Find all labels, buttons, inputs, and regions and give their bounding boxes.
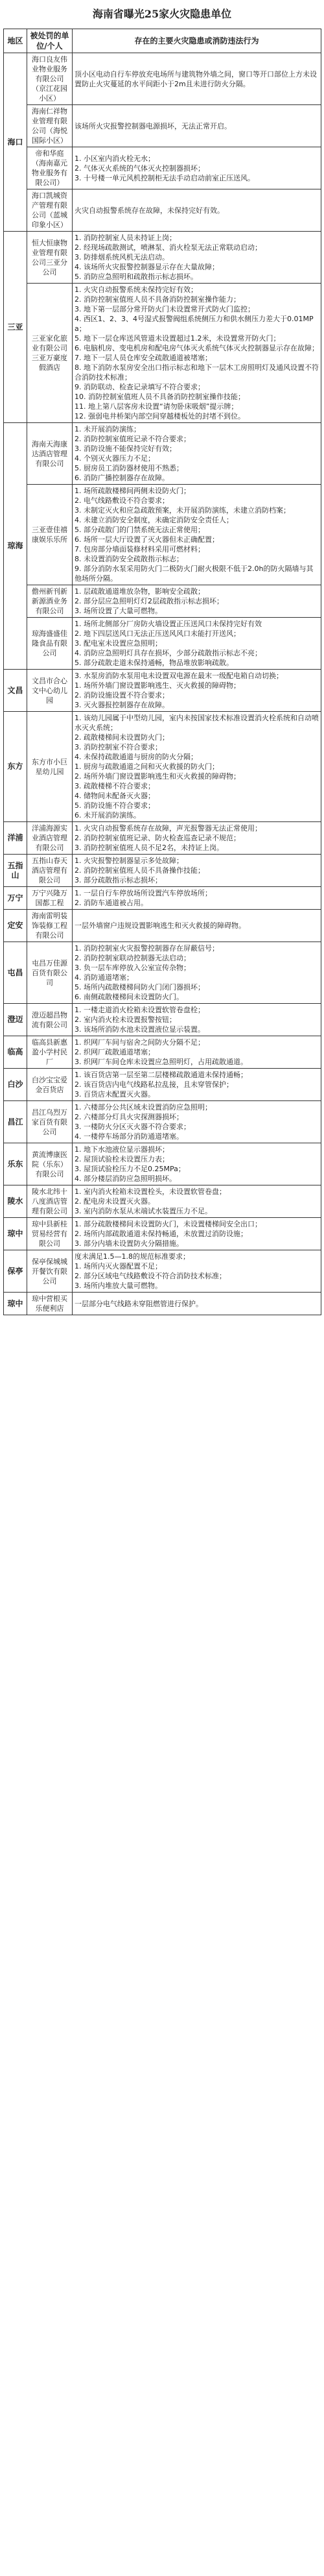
issue-line: 1. 消防控制室火灾报警控制器存在屏蔽信号； (75, 944, 219, 953)
issue-line: 1. 场所疏散楼梯间两侧未设防火门； (75, 487, 191, 495)
issue-line: 10. 消防控制室值班人员不具备消防控制室操作技能； (75, 393, 245, 401)
issue-line: 3. 配电室未设置应急照明； (75, 639, 162, 648)
issue-line: 6. 未开展消防演练。 (75, 811, 141, 820)
issue-line: 1. 织网厂车间与宿舍之间防火分隔不足； (75, 1038, 205, 1047)
unit-name-cell: 东方市小巨星幼儿园 (27, 712, 73, 822)
table-row (4, 1069, 321, 1101)
hazard-table (3, 29, 321, 1315)
issue-line: 1. 火灾自动报警系统存在故障，声光报警器无法正常使用； (75, 824, 262, 832)
issue-line: 1. 未开展消防演练； (75, 425, 141, 433)
issue-line: 1. 室内消火栓箱未设置栓头，未设置软管卷盘； (75, 1187, 226, 1196)
region-cell: 文昌 (4, 670, 27, 712)
issues-cell (73, 105, 321, 147)
issue-line: 2. 该百货店内电气线路私拉乱接，且未穿管保护； (75, 1080, 233, 1089)
table-row (4, 105, 321, 147)
unit-name-cell: 琼中县新桂贸易经营有限公司 (27, 1218, 73, 1250)
issue-line: 4. 消防应急照明灯具存在损坏，少部分疏散指示标志不亮； (75, 649, 262, 657)
issue-line: 12. 强弱电井桥架内部空间穿越楼板处的封堵不到位。 (75, 412, 245, 420)
region-cell: 澄迈 (4, 1004, 27, 1036)
issue-line: 2. 部分区域电气线路敷设不符合消防技术标准； (75, 1272, 226, 1280)
region-cell: 定安 (4, 910, 27, 942)
table-row (4, 855, 321, 887)
issues-cell (73, 618, 321, 670)
issue-line: 3. 场所内堆放大量可燃物。 (75, 1282, 162, 1290)
issue-line: 2. 经现场疏散测试，喷淋泵、消火栓泵无法正常联动启动； (75, 243, 262, 252)
unit-name-cell: 琼中营根买乐便利店 (27, 1293, 73, 1315)
issue-line: 1. 厨房与疏散通道之间和灭火救援的防火门； (75, 762, 219, 771)
issue-line: 2. 部分层应急照明灯灯2层疏散指示标志损坏； (75, 597, 224, 605)
issue-line: 3. 屋顶试验栓压力不足0.25MPa； (75, 1165, 185, 1173)
issue-line: 2. 场所外墙门窗设置影响逃生和灭火救援的障碍物； (75, 772, 240, 781)
region-cell: 乐东 (4, 1143, 27, 1185)
issue-line: 该场所火灾报警控制器电源损坏，无法正常开启。 (75, 121, 231, 130)
issue-line: 1. 小区室内消火栓无水； (75, 154, 155, 163)
region-cell: 白沙 (4, 1069, 27, 1101)
issue-line: 6. 场所一层大厅设置了灭火器但未正确配置； (75, 535, 219, 544)
issues-cell (73, 910, 321, 942)
issue-line: 3. 地下第一层部分常开防火门未设置常开式防火门监控； (75, 305, 255, 313)
region-cell: 琼中 (4, 1218, 27, 1250)
issue-line: 5. 部分疏散走道未保持通畅，物品堆放影响疏散。 (75, 659, 233, 667)
issues-cell (73, 189, 321, 232)
issue-line: 2. 消防控制室值班记录、防火检查巡查记录不规范； (75, 834, 240, 842)
issues-cell (73, 855, 321, 887)
issue-line: 4. 该场所火灾报警控制器显示存在大量故障； (75, 263, 219, 271)
table-row (4, 618, 321, 670)
issue-line: 8. 地下消防水泵房安全出口指示标志和地下一层木工房照明灯及通风设置不符合消防技术标准； (75, 363, 319, 382)
issues-cell (73, 1069, 321, 1101)
issue-line: 2. 配电房未设置灭火器。 (75, 1197, 155, 1206)
table-row (4, 53, 321, 105)
issue-line: 5. 部分疏散门的门禁系统无法正常使用； (75, 526, 205, 534)
issue-line: 5. 场所内疏散楼梯间防火门闭门器损坏； (75, 983, 205, 991)
issue-line: 火灾自动报警系统存在故障，未保持完好有效。 (75, 206, 224, 215)
issues-cell (73, 712, 321, 822)
region-cell: 琼中 (4, 1293, 27, 1315)
issues-cell (73, 1004, 321, 1036)
table-row (4, 1004, 321, 1036)
region-cell: 三亚 (4, 232, 27, 423)
issue-line: 6. 消防广播控制器存在故障。 (75, 474, 169, 482)
issues-cell (73, 1036, 321, 1069)
table-row (4, 423, 321, 485)
issue-line: 8. 未设置消防安全疏散指示标志； (75, 555, 183, 563)
header-unit: 被处罚的单位/个人 (27, 29, 73, 53)
issue-line: 3. 消防控制室不符合要求； (75, 743, 162, 751)
unit-name-cell: 海南雷明装饰装修工程有限公司 (27, 910, 73, 942)
issues-cell (73, 1293, 321, 1315)
issue-line: 1. 六楼部分公共区域未设置消防应急照明； (75, 1103, 212, 1112)
issue-line: 2. 消防设施设置不符合要求； (75, 691, 169, 699)
table-row (4, 284, 321, 423)
unit-name-cell: 儋州新刊新新源酒业务有限公司 (27, 585, 73, 618)
issue-line: 4. 未建立消防安全制度，未确定消防安全责任人； (75, 516, 233, 524)
region-cell: 陵水 (4, 1185, 27, 1218)
region-cell: 东方 (4, 712, 27, 822)
issue-line: 3. 灭火器报控制器存在故障。 (75, 701, 169, 709)
issue-line: 7. 地下一层人员仓库安全疏散通道被堵塞； (75, 354, 212, 362)
region-cell: 保亭 (4, 1250, 27, 1293)
issue-line: 11. 地上第八层客房未设置“请勿卧床吸烟”提示牌； (75, 402, 238, 411)
issue-line: 3. 部分疏散指示标志损坏； (75, 876, 162, 884)
issue-line: 9. 消防联动、检查记录填写不符合要求； (75, 383, 205, 391)
issue-line: 3. 消防控制室值班人员不足2名，未持证上岗。 (75, 844, 224, 852)
table-row (4, 232, 321, 284)
issue-line: 1. 层疏散通道堆放杂物，影响安全疏散； (75, 587, 205, 596)
issue-line: 4. 储物间未配备灭火器； (75, 792, 155, 800)
issues-cell (73, 147, 321, 189)
issue-line: 3. 一楼防火分区灭火器不符合要求； (75, 1123, 191, 1131)
issues-cell (73, 232, 321, 284)
issue-line: 1. 一层自行车停放场所设置汽车停放场所； (75, 889, 212, 897)
issue-line: 5. 消防设施不符合要求； (75, 801, 155, 810)
issue-line: 3. 部分内墙未设置防火分隔措施。 (75, 1239, 183, 1248)
header-issues: 存在的主要火灾隐患或消防违法行为 (73, 29, 321, 53)
table-row (4, 1143, 321, 1185)
unit-name-cell: 琼海盛盛佳隆食品有限公司 (27, 618, 73, 670)
issues-cell (73, 485, 321, 585)
issue-line: 9. 部分消防水泵采用防火门二极防火门耐火极限不低于2.0h的防火隔墙与其他场所分隔。 (75, 565, 314, 583)
issue-line: 2. 消防控制室值班人员不具备操作技能； (75, 866, 205, 875)
table-body (4, 53, 321, 1315)
page-title: 海南省曝光25家火灾隐患单位 (92, 8, 232, 20)
table-row (4, 1036, 321, 1069)
issue-line: 3. 疏散楼梯不符合要求； (75, 782, 155, 790)
issue-line: 1. 火灾自动报警系统未保持完好有效； (75, 286, 198, 294)
issues-cell (73, 1218, 321, 1250)
issue-line: 2. 六楼部分灯具火灾探测器损坏； (75, 1113, 183, 1121)
issues-cell (73, 942, 321, 1004)
table-row (4, 1218, 321, 1250)
issue-line: 2. 室内消火栓未设置报警按钮； (75, 1015, 176, 1024)
region-cell: 万宁 (4, 887, 27, 910)
issue-line: 5. 消防应急照明和疏散指示标志损坏。 (75, 273, 198, 281)
issue-line: 3. 负一层车库停放入公室宣传杂物； (75, 964, 191, 972)
unit-name-cell: 帝和华庭（海南嘉元物业服务有限公司） (27, 147, 73, 189)
unit-name-cell: 恒大恒康物业管理有限公司三亚分公司 (27, 232, 73, 284)
issue-line: 3. 室内消防水泵从末端试水装置压力不足。 (75, 1207, 212, 1215)
issues-cell (73, 1143, 321, 1185)
table-row (4, 1293, 321, 1315)
issue-line: 顶小区电动自行车停放充电场所与建筑物外墙之间，窗口等开口部位上方未设置防止火灾蔓延的水平间距小于2m且未进行防火分隔。 (75, 69, 317, 88)
issues-cell (73, 887, 321, 910)
table-row (4, 670, 321, 712)
issue-line: 2. 疏散楼梯间未设置防火门； (75, 733, 169, 742)
table-wrapper (3, 29, 321, 1315)
table-row (4, 189, 321, 232)
region-cell: 琼海 (4, 423, 27, 670)
issues-cell (73, 585, 321, 618)
region-cell: 海口 (4, 53, 27, 232)
region-cell: 临高 (4, 1036, 27, 1069)
table-row (4, 147, 321, 189)
issue-line: 7. 包房部分墙面装修材料采用可燃材料； (75, 545, 205, 553)
unit-name-cell: 澄迈超昌物流有限公司 (27, 1004, 73, 1036)
issue-line: 4. 部分楼层消防应急照明损坏。 (75, 1174, 176, 1183)
unit-name-cell: 陵水北纬十八度酒店管理有限公司 (27, 1185, 73, 1218)
issue-line: 2. 织网厂疏散通道堵塞； (75, 1048, 155, 1056)
unit-name-cell: 万宁兴隆万国都工程 (27, 887, 73, 910)
issue-line: 2. 气体灭火系统的气体灭火控制器损坏； (75, 164, 205, 173)
unit-name-cell: 三亚家化旅业有限公司三亚万豪度假酒店 (27, 284, 73, 423)
issue-line: 3. 场所设置了大量可燃物。 (75, 607, 162, 615)
issue-line: 6. 电脑机房、变电机房和配电房气体灭火系统气体灭火控制器显示存在故障； (75, 344, 319, 352)
issue-line: 4. 个别灭火器压力不足； (75, 454, 155, 463)
issue-line: 3. 水泵房消防水泵用电未设置双电源在最末一级配电箱自动切换； (75, 672, 283, 680)
unit-name-cell: 洋浦海源实业酒店管理有限公司 (27, 822, 73, 855)
table-row (4, 1101, 321, 1143)
issue-line: 5. 地下一层仓库送风管道未设置超过1.2米，未设置常开防火门； (75, 334, 281, 343)
issue-line: 6. 南侧疏散楼梯间未设置防火门。 (75, 993, 183, 1001)
table-header-row (4, 29, 321, 53)
issue-line: 3. 未制定灭火和应急疏散预案，未开展消防演练，未建立消防档案； (75, 506, 290, 515)
issue-line: 3. 该场所消防水池未设置液位显示装置。 (75, 1025, 205, 1034)
unit-name-cell: 白沙宝宝爱金百货店 (27, 1069, 73, 1101)
issue-line: 2. 场所内部疏散通道未保持畅通，未放置过消防设施； (75, 1230, 248, 1238)
issue-line: 3. 消防设施不能保持完好有效； (75, 444, 176, 453)
table-row (4, 1185, 321, 1218)
issue-line: 1. 部分疏散楼梯间未设置防火门，未设置楼梯间安全出口； (75, 1220, 262, 1228)
issue-line: 3. 百货店未配置灭火器。 (75, 1090, 155, 1099)
unit-name-cell: 黄流博康医院（乐东）有限公司 (27, 1143, 73, 1185)
issue-line: 1. 一楼走道消火栓箱未设置软管卷盘栓； (75, 1006, 205, 1014)
unit-name-cell: 五指山春天酒店管理有限公司 (27, 855, 73, 887)
unit-name-cell: 海口凯城资产管理有限公司（蓝城印象小区） (27, 189, 73, 232)
issue-line: 2. 消防控制室联动控制器无法启动； (75, 954, 191, 962)
issue-line: 度未满足1.5—1.8的规范标准要求； (75, 1252, 190, 1261)
issues-cell (73, 1185, 321, 1218)
unit-name-cell: 保亭保城城开餐饮有限公司 (27, 1250, 73, 1293)
issue-line: 一层部分电气线路未穿阻燃管进行保护。 (75, 1299, 203, 1308)
table-row (4, 910, 321, 942)
issue-line: 2. 地下四层送风口无法正压送风风口未能打开送风； (75, 629, 240, 638)
issue-line: 4. 西区1、2、3、4号湿式报警阀组系统侧压力和供水侧压力差大于0.01MPa； (75, 315, 314, 333)
unit-name-cell: 临高县新惠盈小学村民厂 (27, 1036, 73, 1069)
issue-line: 4. 一楼停车场部分消防通道堵塞。 (75, 1132, 183, 1141)
issues-cell (73, 822, 321, 855)
issues-cell (73, 1250, 321, 1293)
issue-line: 1. 火灾报警控制器显示多处故障； (75, 857, 183, 865)
unit-name-cell: 海南仁祥物业管理有限公司（海悦国际小区） (27, 105, 73, 147)
issue-line: 1. 该幼儿园属于中型幼儿园，室内未按国家技术标准设置消火栓系统和自动喷水灭火系统； (75, 714, 319, 732)
issue-line: 2. 消防控制室值班人员不具备消防控制室操作能力； (75, 295, 240, 304)
issue-line: 4. 消防通道堵塞； (75, 973, 133, 982)
issues-cell (73, 53, 321, 105)
issue-line: 2. 消防车通道被占用。 (75, 899, 148, 907)
region-cell: 洋浦 (4, 822, 27, 855)
issue-line: 4. 未保持疏散通道与厨房的防火分隔； (75, 753, 198, 761)
region-cell: 昌江 (4, 1101, 27, 1143)
issue-line: 3. 防排烟系统风机无法启动。 (75, 253, 169, 261)
unit-name-cell: 海口良友伟业物业服务有限公司（京江花园小区） (27, 53, 73, 105)
issues-cell (73, 670, 321, 712)
issue-line: 1. 地下水池液位显示器损坏； (75, 1145, 169, 1154)
issues-cell (73, 1101, 321, 1143)
table-row (4, 712, 321, 822)
table-row (4, 942, 321, 1004)
issue-line: 1. 消防控制室人员未持证上岗； (75, 234, 176, 242)
issue-line: 2. 电气线路敷设不符合要求； (75, 496, 169, 505)
table-row (4, 822, 321, 855)
table-row (4, 887, 321, 910)
table-row (4, 485, 321, 585)
region-cell: 五指山 (4, 855, 27, 887)
table-row (4, 585, 321, 618)
issues-cell (73, 284, 321, 423)
issue-line: 2. 消防控制室值班记录不符合要求； (75, 435, 191, 443)
issue-line: 1. 场所内灭火器配置不足； (75, 1262, 162, 1270)
unit-name-cell: 三亚壹佳禧康娱乐乐所 (27, 485, 73, 585)
unit-name-cell: 海南天海康达酒店管理有限公司 (27, 423, 73, 485)
issue-line: 3. 织网厂车间仓库未设置应急照明灯，占用疏散通道。 (75, 1058, 248, 1066)
unit-name-cell: 昌江乌烈万家百货有限公司 (27, 1101, 73, 1143)
issues-cell (73, 423, 321, 485)
issue-line: 3. 十号楼一单元风机控制柜无法手动启动前室正压送风。 (75, 173, 255, 182)
issue-line: 5. 厨房员工消防器材使用不熟悉； (75, 464, 183, 472)
region-cell: 屯昌 (4, 942, 27, 1004)
unit-name-cell: 屯昌万佳源百货有限公司 (27, 942, 73, 1004)
issue-line: 2. 屋顶试验栓未设置压力表； (75, 1155, 169, 1163)
table-row (4, 1250, 321, 1293)
issue-line: 1. 该百货店第一层至第二层楼梯疏散通道未保持通畅； (75, 1071, 248, 1079)
header-region: 地区 (4, 29, 27, 53)
issue-line: 1. 场所外墙门窗设置影响逃生、灭火救援的障碍物； (75, 681, 240, 690)
issue-line: 一层外墙窗户违规设置影响逃生和灭火救援的障碍物。 (75, 921, 246, 930)
unit-name-cell: 文昌市合心文中心幼儿园 (27, 670, 73, 712)
issue-line: 1. 场所北侧部分厂房防火墙设置正压送风口未保持完好有效 (75, 620, 262, 628)
